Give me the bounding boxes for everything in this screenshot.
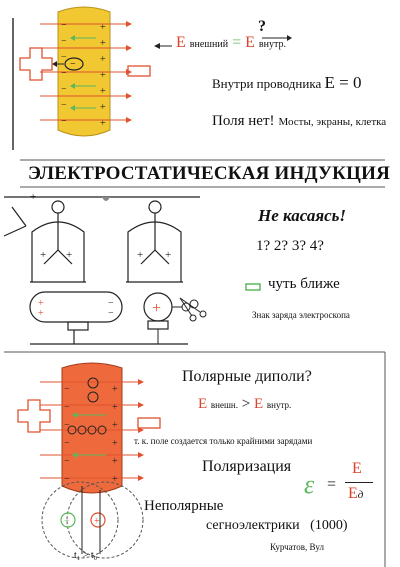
ferroelectrics-line	[206, 518, 347, 534]
sign-note: Знак заряда электроскопа	[252, 310, 350, 320]
fraction-denominator-sub: д	[357, 489, 364, 501]
svg-text:−: −	[61, 116, 67, 127]
inside-conductor-text: Внутри проводника	[212, 76, 322, 91]
svg-text:−: −	[61, 100, 67, 111]
electroscopes	[4, 197, 200, 282]
no-field-examples: Мосты, экраны, клетка	[278, 116, 387, 128]
inside-conductor-line	[212, 73, 361, 93]
page-heading: ЭЛЕКТРОСТАТИЧЕСКАЯ ИНДУКЦИЯ	[28, 163, 390, 184]
svg-text:+: +	[152, 300, 162, 317]
e-outer-sub-bottom: внешн.	[210, 400, 238, 410]
svg-text:+: +	[100, 54, 106, 65]
no-field-line	[212, 112, 386, 130]
svg-text:−: −	[64, 402, 70, 413]
closer-label: чуть ближе	[268, 276, 340, 292]
e-inner-symbol: E	[245, 34, 255, 51]
svg-text:−: −	[64, 420, 70, 431]
svg-text:+: +	[40, 249, 47, 261]
svg-text:+: +	[100, 38, 106, 49]
svg-text:+: +	[100, 22, 106, 33]
svg-text:−: −	[108, 308, 114, 319]
ferroelectrics-number: (1000)	[310, 518, 348, 533]
e-outer-sub: внешний	[189, 39, 229, 50]
svg-text:+: +	[94, 516, 100, 527]
svg-text:+: +	[112, 420, 118, 431]
electroscope-2-ball	[149, 201, 161, 213]
electron-minus: −	[70, 59, 76, 70]
field-note: т. к. поле создается только крайними зарядами	[134, 436, 313, 446]
plus-plate-icon	[20, 48, 52, 80]
fraction-numerator: E	[352, 460, 362, 477]
svg-text:+: +	[112, 384, 118, 395]
svg-text:−: −	[61, 84, 67, 95]
authors-note: Курчатов, Вул	[270, 542, 324, 552]
svg-text:+: +	[112, 402, 118, 413]
fraction-denominator	[348, 485, 363, 503]
question-mark: ?	[258, 18, 266, 35]
external-field-arrowheads-bottom	[138, 379, 144, 481]
epsilon-symbol: ε	[304, 470, 315, 499]
e-inner-symbol-bottom: E	[253, 396, 264, 412]
e-inner-sub-bottom: внутр.	[266, 400, 292, 410]
polar-dipoles-title: Полярные диполи?	[182, 368, 312, 385]
svg-text:+: +	[30, 191, 37, 203]
svg-text:−: −	[64, 384, 70, 395]
svg-text:+: +	[112, 438, 118, 449]
svg-text:+: +	[38, 298, 44, 309]
equals-sign: =	[232, 34, 242, 51]
e-outer-symbol-bottom: E	[198, 396, 208, 412]
svg-text:+: +	[112, 456, 118, 467]
question-numbers: 1? 2? 3? 4?	[256, 238, 324, 254]
gt-sign: >	[241, 396, 251, 412]
conductor-plus-charges	[100, 22, 106, 129]
formula-equals: =	[327, 476, 337, 493]
svg-text:+: +	[165, 249, 172, 261]
svg-text:−: −	[61, 52, 67, 63]
svg-text:+: +	[112, 474, 118, 485]
svg-text:+: +	[100, 70, 106, 81]
ferroelectrics-label: сегноэлектрики	[206, 518, 300, 533]
svg-text:−: −	[108, 298, 114, 309]
svg-text:+: +	[66, 249, 73, 261]
e-inner-sub: внутр.	[258, 39, 286, 50]
capsule-charges	[38, 298, 114, 319]
svg-text:−: −	[64, 456, 70, 467]
no-field-title: Поля нет!	[212, 113, 275, 129]
external-field-arrowheads-top	[126, 21, 132, 123]
minus-plate-icon	[128, 66, 150, 76]
inside-conductor-eq: E = 0	[324, 73, 362, 92]
electroscope-charges	[30, 191, 171, 261]
electroscope-1-ball	[52, 201, 64, 213]
sphere-conductor	[144, 293, 206, 344]
nonpolar-label: Неполярные	[144, 498, 224, 514]
conductor-minus-charges	[61, 20, 67, 127]
e-compare-line	[198, 396, 291, 413]
svg-text:+: +	[137, 249, 144, 261]
drip-icon	[102, 197, 110, 201]
svg-text:−: −	[64, 516, 70, 527]
no-touch-title: Не касаясь!	[258, 206, 347, 225]
temperature-label: t₁ > t₀	[74, 550, 98, 561]
svg-text:+: +	[100, 86, 106, 97]
svg-text:−: −	[64, 438, 70, 449]
svg-text:+: +	[100, 118, 106, 129]
svg-text:+: +	[38, 308, 44, 319]
fraction-bar	[345, 482, 373, 483]
polarization-label: Поляризация	[202, 458, 292, 475]
fraction-denominator-e: E	[348, 485, 358, 502]
svg-text:−: −	[64, 474, 70, 485]
closer-rect-icon	[246, 284, 260, 290]
minus-plate-icon-bottom	[138, 418, 160, 428]
svg-text:+: +	[100, 102, 106, 113]
e-outer-label	[176, 34, 286, 52]
svg-text:−: −	[61, 36, 67, 47]
svg-text:−: −	[61, 20, 67, 31]
svg-text:−: −	[61, 68, 67, 79]
e-outer-symbol: E	[176, 34, 186, 51]
